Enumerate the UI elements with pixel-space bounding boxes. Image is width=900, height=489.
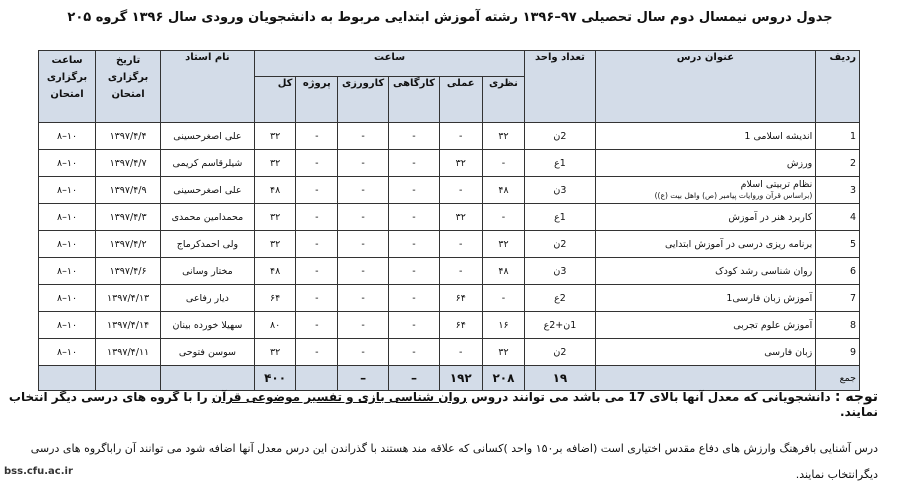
header-exam-time: ساعت برگزاری امتحان	[39, 51, 96, 123]
header-course-title: عنوان درس	[595, 51, 816, 123]
practical-hours: -	[439, 339, 482, 366]
totals-workshop: –	[389, 366, 440, 391]
row-number: 1	[816, 123, 860, 150]
total-hours: ۳۲	[254, 231, 296, 258]
theory-hours: ۱۶	[482, 312, 525, 339]
course-units: 2ن	[525, 339, 595, 366]
totals-label: جمع	[816, 366, 860, 391]
workshop-hours: -	[389, 339, 440, 366]
header-exam-date: تاریخ برگزاری امتحان	[96, 51, 161, 123]
note-paragraph-2: درس آشنایی بافرهنگ وارزش های دفاع مقدس اختیاری است (اضافه بر۱۵۰ واحد )کسانی که علاقه مند هستند با گذراندن این درس معدل آنها اضافه شود می توانند آن راباگروه های درسی دیگرانتخاب نمایند.	[30, 442, 878, 481]
internship-hours: -	[338, 177, 389, 204]
total-hours: ۳۲	[254, 339, 296, 366]
totals-project	[296, 366, 338, 391]
header-teacher: نام استاد	[161, 51, 255, 123]
teacher-name: سهیلا خورده بینان	[161, 312, 255, 339]
theory-hours: ۴۸	[482, 177, 525, 204]
project-hours: -	[296, 150, 338, 177]
note-label: توجه :	[834, 389, 878, 405]
teacher-name: سوسن فتوحی	[161, 339, 255, 366]
totals-total: ۴۰۰	[254, 366, 296, 391]
header-row-number: ردیف	[816, 51, 860, 123]
header-internship: کارورزی	[338, 77, 389, 123]
row-number: 6	[816, 258, 860, 285]
teacher-name: محمدامین محمدی	[161, 204, 255, 231]
totals-date-empty	[96, 366, 161, 391]
internship-hours: -	[338, 258, 389, 285]
exam-time: ۱۰–۸	[39, 204, 96, 231]
course-units: 2ع	[525, 285, 595, 312]
course-title: اندیشه اسلامی 1	[595, 123, 816, 150]
total-hours: ۳۲	[254, 150, 296, 177]
teacher-name: شیلرقاسم کریمی	[161, 150, 255, 177]
workshop-hours: -	[389, 312, 440, 339]
theory-hours: ۳۲	[482, 339, 525, 366]
header-units: تعداد واحد	[525, 51, 595, 123]
internship-hours: -	[338, 150, 389, 177]
internship-hours: -	[338, 339, 389, 366]
internship-hours: -	[338, 285, 389, 312]
workshop-hours: -	[389, 204, 440, 231]
exam-date: ۱۳۹۷/۴/۷	[96, 150, 161, 177]
note-text-underlined: روان شناسی بازی و تفسیر موضوعی قرآن	[211, 390, 467, 404]
project-hours: -	[296, 231, 338, 258]
practical-hours: -	[439, 177, 482, 204]
exam-date: ۱۳۹۷/۴/۲	[96, 231, 161, 258]
exam-time: ۱۰–۸	[39, 258, 96, 285]
row-number: 2	[816, 150, 860, 177]
row-number: 9	[816, 339, 860, 366]
project-hours: -	[296, 123, 338, 150]
total-hours: ۳۲	[254, 204, 296, 231]
course-title: زبان فارسی	[595, 339, 816, 366]
practical-hours: ۶۴	[439, 312, 482, 339]
totals-course-empty	[595, 366, 816, 391]
header-project: پروژه	[296, 77, 338, 123]
total-hours: ۳۲	[254, 123, 296, 150]
total-hours: ۸۰	[254, 312, 296, 339]
table-row	[39, 312, 860, 339]
row-number: 5	[816, 231, 860, 258]
course-schedule-table	[38, 50, 860, 391]
practical-hours: ۳۲	[439, 150, 482, 177]
course-title: روان شناسی رشد کودک	[595, 258, 816, 285]
table-row	[39, 123, 860, 150]
course-title-note: (براساس قرآن وروایات پیامبر (ص) واهل بیت (ع))	[654, 191, 813, 200]
project-hours: -	[296, 258, 338, 285]
course-units: 1ع	[525, 204, 595, 231]
table-row	[39, 285, 860, 312]
course-title: آموزش علوم تجربی	[595, 312, 816, 339]
totals-theory: ۲۰۸	[482, 366, 525, 391]
course-title	[595, 177, 816, 204]
totals-practical: ۱۹۲	[439, 366, 482, 391]
note-text-a: دانشجویانی که معدل آنها بالای 17 می باشد می توانند دروس	[471, 390, 831, 404]
exam-date: ۱۳۹۷/۴/۳	[96, 204, 161, 231]
teacher-name: دیار رفاعی	[161, 285, 255, 312]
page-title: جدول دروس نیمسال دوم سال تحصیلی ۹۷–۱۳۹۶ رشته آموزش ابتدایی مربوط به دانشجویان ورودی سال ۱۳۹۶ گروه ۲۰۵	[67, 10, 833, 25]
header-workshop: کارگاهی	[389, 77, 440, 123]
practical-hours: ۶۴	[439, 285, 482, 312]
table-row	[39, 204, 860, 231]
project-hours: -	[296, 339, 338, 366]
teacher-name: مختار وسانی	[161, 258, 255, 285]
theory-hours: -	[482, 204, 525, 231]
header-hours: ساعت	[254, 51, 525, 77]
course-title-main: نظام تربیتی اسلام	[740, 179, 813, 190]
row-number: 7	[816, 285, 860, 312]
table-row	[39, 339, 860, 366]
theory-hours: -	[482, 285, 525, 312]
project-hours: -	[296, 312, 338, 339]
course-title: کاربرد هنر در آموزش	[595, 204, 816, 231]
totals-internship: –	[338, 366, 389, 391]
header-theory: نظری	[482, 77, 525, 123]
practical-hours: ۳۲	[439, 204, 482, 231]
row-number: 4	[816, 204, 860, 231]
table-row	[39, 258, 860, 285]
course-title: ورزش	[595, 150, 816, 177]
total-hours: ۶۴	[254, 285, 296, 312]
exam-time: ۱۰–۸	[39, 285, 96, 312]
workshop-hours: -	[389, 177, 440, 204]
internship-hours: -	[338, 204, 389, 231]
table-row	[39, 150, 860, 177]
theory-hours: ۳۲	[482, 123, 525, 150]
table-row	[39, 231, 860, 258]
exam-time: ۱۰–۸	[39, 150, 96, 177]
theory-hours: ۴۸	[482, 258, 525, 285]
exam-date: ۱۳۹۷/۴/۴	[96, 123, 161, 150]
theory-hours: -	[482, 150, 525, 177]
workshop-hours: -	[389, 123, 440, 150]
project-hours: -	[296, 204, 338, 231]
exam-date: ۱۳۹۷/۴/۱۴	[96, 312, 161, 339]
course-units: 2ن	[525, 231, 595, 258]
site-watermark: bss.cfu.ac.ir	[4, 466, 73, 477]
header-practical: عملی	[439, 77, 482, 123]
course-units: 1ع	[525, 150, 595, 177]
teacher-name: علی اصغرحسینی	[161, 177, 255, 204]
totals-row	[39, 366, 860, 391]
workshop-hours: -	[389, 285, 440, 312]
totals-units: ۱۹	[525, 366, 595, 391]
exam-time: ۱۰–۸	[39, 312, 96, 339]
teacher-name: علی اصغرحسینی	[161, 123, 255, 150]
course-units: 3ن	[525, 177, 595, 204]
exam-time: ۱۰–۸	[39, 177, 96, 204]
practical-hours: -	[439, 258, 482, 285]
total-hours: ۴۸	[254, 258, 296, 285]
header-total: کل	[254, 77, 296, 123]
exam-date: ۱۳۹۷/۴/۱۳	[96, 285, 161, 312]
totals-time-empty	[39, 366, 96, 391]
exam-time: ۱۰–۸	[39, 123, 96, 150]
practical-hours: -	[439, 231, 482, 258]
project-hours: -	[296, 177, 338, 204]
total-hours: ۴۸	[254, 177, 296, 204]
theory-hours: ۳۲	[482, 231, 525, 258]
workshop-hours: -	[389, 150, 440, 177]
practical-hours: -	[439, 123, 482, 150]
exam-date: ۱۳۹۷/۴/۱۱	[96, 339, 161, 366]
project-hours: -	[296, 285, 338, 312]
totals-teacher-empty	[161, 366, 255, 391]
teacher-name: ولی احمدکرماج	[161, 231, 255, 258]
course-title: برنامه ریزی درسی در آموزش ابتدایی	[595, 231, 816, 258]
course-units: 3ن	[525, 258, 595, 285]
internship-hours: -	[338, 231, 389, 258]
exam-date: ۱۳۹۷/۴/۹	[96, 177, 161, 204]
exam-date: ۱۳۹۷/۴/۶	[96, 258, 161, 285]
course-units: 2ن	[525, 123, 595, 150]
course-title: آموزش زبان فارسی1	[595, 285, 816, 312]
note-text-b: را با گروه های درسی دیگر انتخاب نمایند.	[8, 390, 878, 419]
row-number: 3	[816, 177, 860, 204]
note-paragraph-1	[0, 389, 878, 419]
exam-time: ۱۰–۸	[39, 231, 96, 258]
workshop-hours: -	[389, 258, 440, 285]
internship-hours: -	[338, 123, 389, 150]
table-row	[39, 177, 860, 204]
exam-time: ۱۰–۸	[39, 339, 96, 366]
internship-hours: -	[338, 312, 389, 339]
course-units: 1ن+2ع	[525, 312, 595, 339]
row-number: 8	[816, 312, 860, 339]
workshop-hours: -	[389, 231, 440, 258]
